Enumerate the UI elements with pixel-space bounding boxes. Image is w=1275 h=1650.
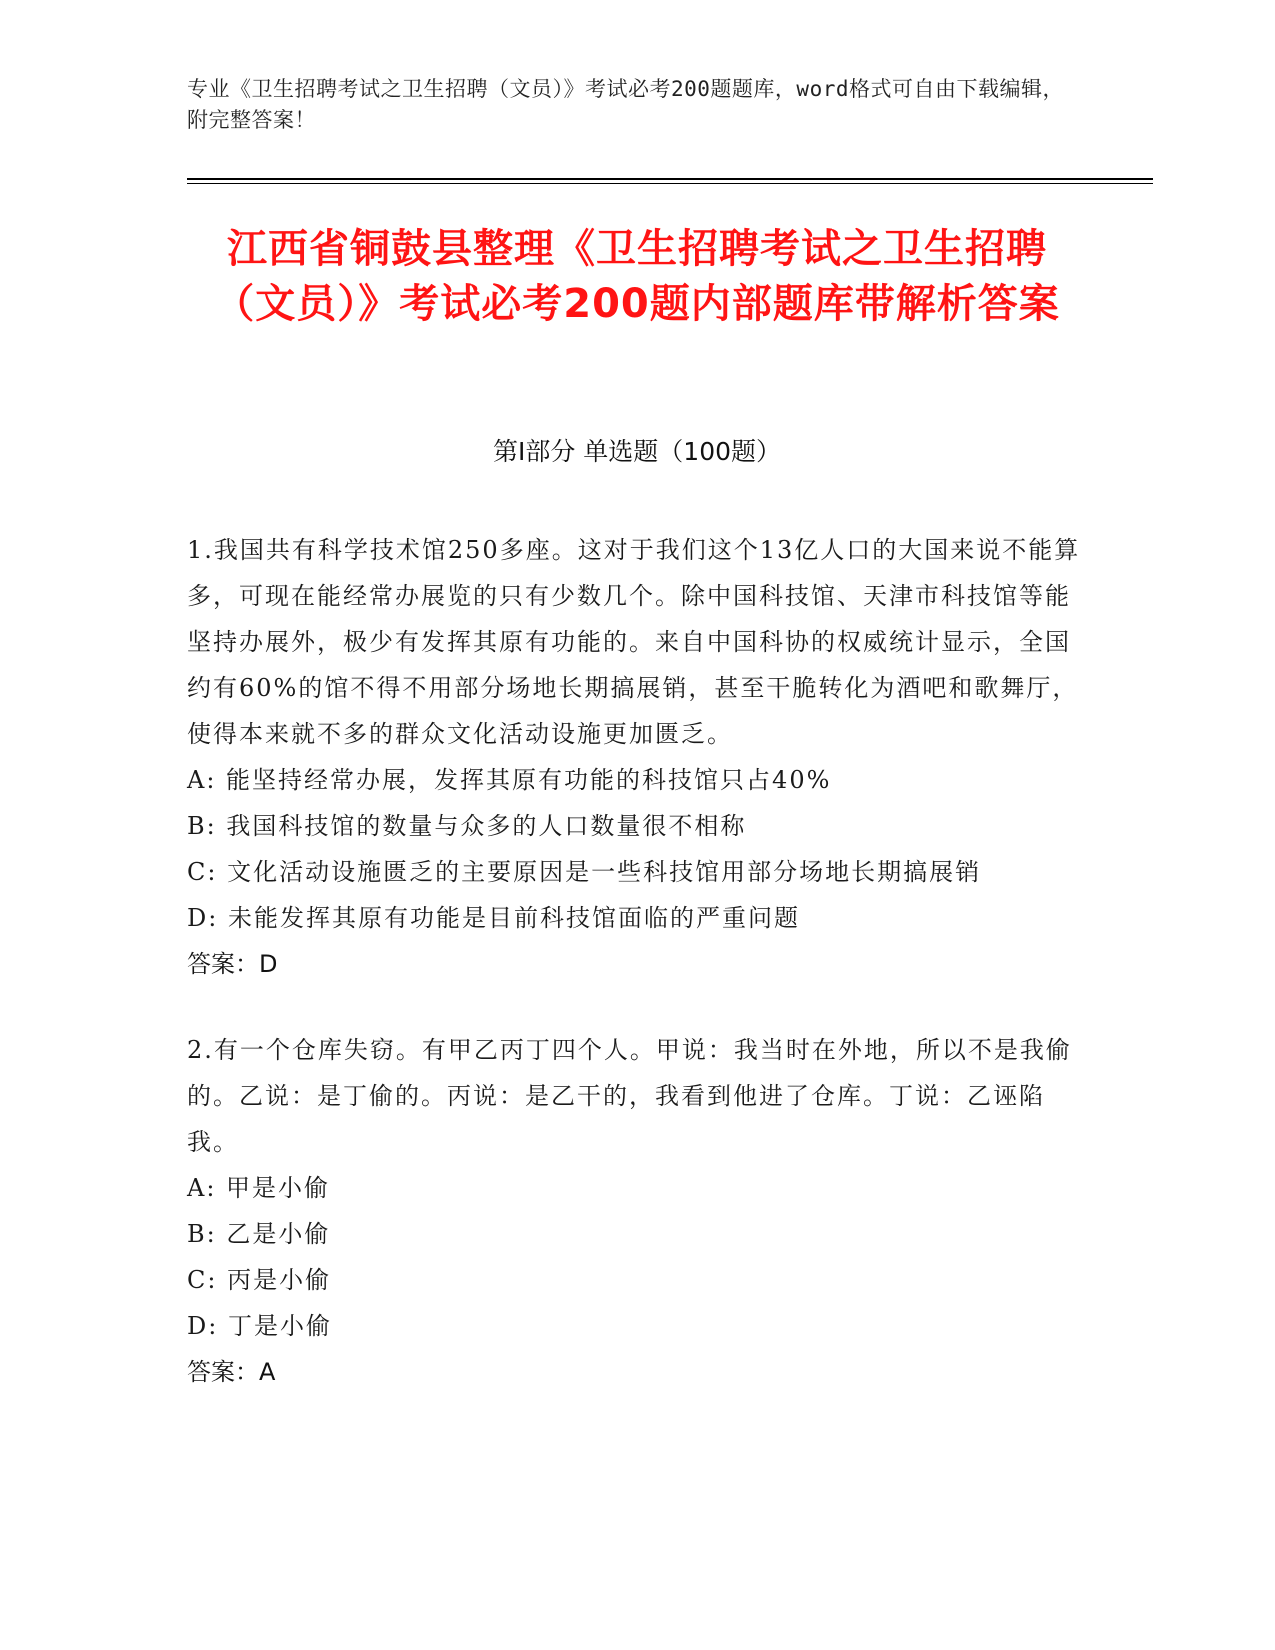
option-c: C: 文化活动设施匮乏的主要原因是一些科技馆用部分场地长期搞展销 [187, 858, 982, 886]
document-title: 江西省铜鼓县整理《卫生招聘考试之卫生招聘（文员）》考试必考200题内部题库带解析答案 [214, 226, 1060, 327]
answer: 答案：D [187, 950, 278, 978]
option-b: B: 乙是小偷 [187, 1220, 331, 1248]
option-a: A: 能坚持经常办展，发挥其原有功能的科技馆只占40% [187, 766, 832, 794]
question-1 [187, 527, 1087, 987]
header-rule-thin [187, 183, 1153, 184]
answer: 答案：A [187, 1358, 276, 1386]
option-d: D: 丁是小偷 [187, 1312, 332, 1340]
header-rule-thick [187, 178, 1153, 180]
question-list [187, 527, 1087, 1435]
option-a: A: 甲是小偷 [187, 1174, 331, 1202]
option-d: D: 未能发挥其原有功能是目前科技馆面临的严重问题 [187, 904, 800, 932]
question-stem: 2.有一个仓库失窃。有甲乙丙丁四个人。甲说：我当时在外地，所以不是我偷的。乙说：是丁偷的。丙说：是乙干的，我看到他进了仓库。丁说：乙诬陷我。 [187, 1036, 1072, 1156]
question-2 [187, 1027, 1087, 1395]
header-note: 专业《卫生招聘考试之卫生招聘（文员）》考试必考200题题库，word格式可自由下载编辑，附完整答案！ [187, 77, 1064, 132]
question-stem: 1.我国共有科学技术馆250多座。这对于我们这个13亿人口的大国来说不能算多，可现在能经常办展览的只有少数几个。除中国科技馆、天津市科技馆等能坚持办展外，极少有发挥其原有功能的。来自中国科协的权威统计显示，全国约有60%的馆不得不用部分场地长期搞展销，甚至干脆转化为酒吧和歌舞厅，使得本来就不多的群众文化活动设施更加匮乏。 [187, 536, 1081, 748]
option-b: B: 我国科技馆的数量与众多的人口数量很不相称 [187, 812, 747, 840]
option-c: C: 丙是小偷 [187, 1266, 332, 1294]
section-title: 第Ⅰ部分 单选题（100题） [492, 437, 782, 466]
